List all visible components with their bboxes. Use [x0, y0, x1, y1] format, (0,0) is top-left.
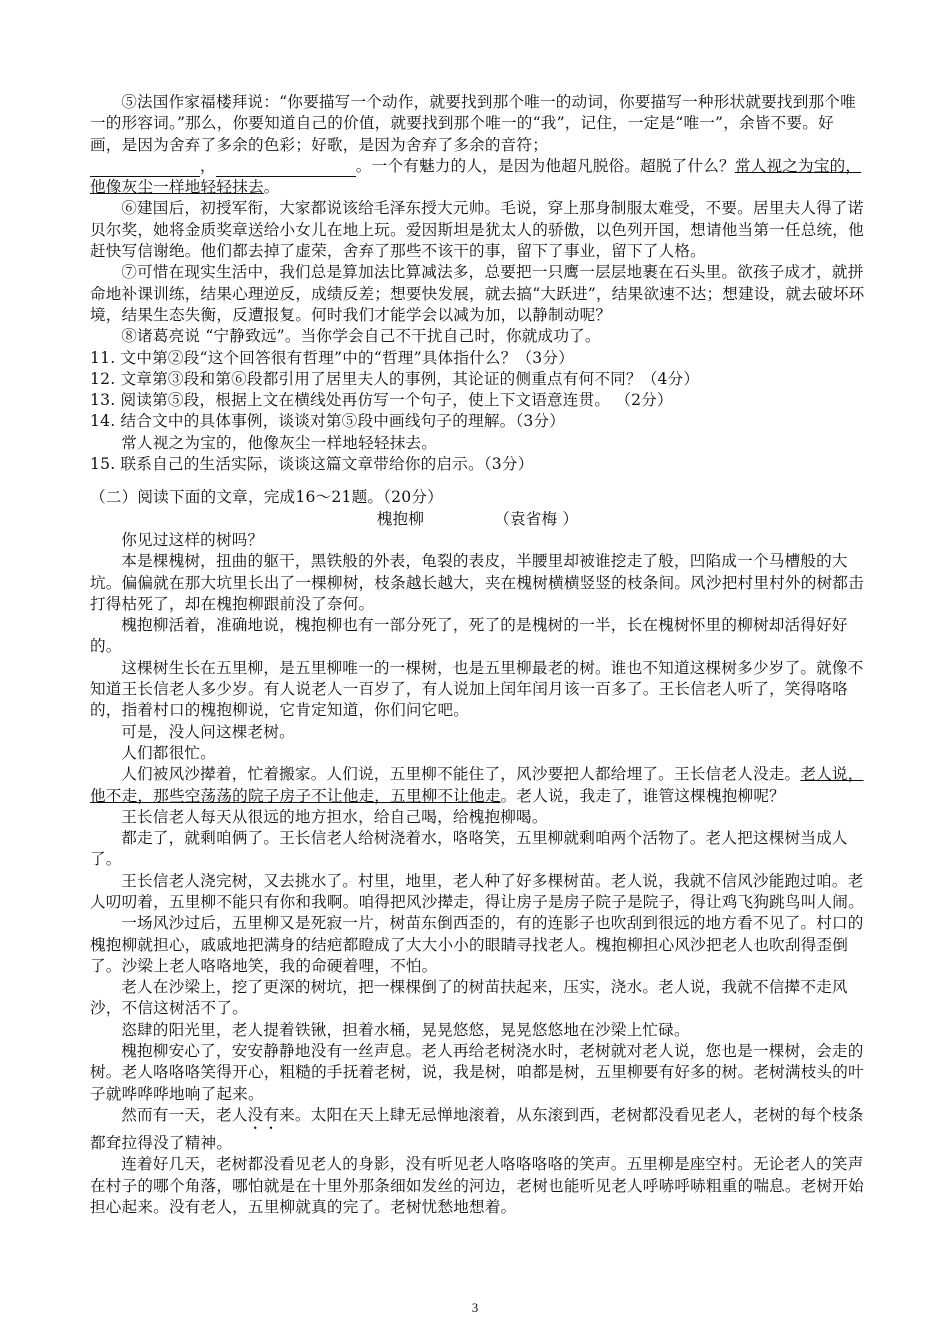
article-paragraph: 老人在沙梁上，挖了更深的树坑，把一棵棵倒了的树苗扶起来，压实，浇水。老人说，我就不信撵不走风沙，不信这树活不了。 [90, 978, 848, 1018]
question-14-quote: 常人视之为宝的，他像灰尘一样地轻轻抹去。 [121, 433, 438, 452]
question-14: 14. 结合文中的具体事例，谈谈对第⑤段中画线句子的理解。（3分） [90, 412, 566, 431]
paragraph-7: ⑦可惜在现实生活中，我们总是算加法比算减法多，总要把一只鹰一层层地裹在石头里。欲孩子成才，就拼命地补课训练，结果心理逆反，成绩反差；想要快发展，就去搞“大跃进”，结果欲速不达；想建设，就去破坏环境，结果生态失衡，反遭报复。何时我们才能学会以减为加，以静制动呢？ [90, 263, 865, 324]
article-paragraph: 一场风沙过后，五里柳又是死寂一片，树苗东倒西歪的，有的连影子也吹刮到很远的地方看不见了。村口的槐抱柳就担心，戚戚地把满身的结疤都瞪成了大大小小的眼睛寻找老人。槐抱柳担心风沙把老人也吹刮得歪倒了。沙梁上老人咯咯地笑，我的命硬着哩，不怕。 [90, 914, 864, 975]
document-page [90, 92, 865, 1218]
article-paragraph: 你见过这样的树吗？ [121, 530, 264, 549]
article-paragraph-underlined: 人们被风沙撵着，忙着搬家。人们说，五里柳不能住了，风沙要把人都给埋了。王长信老人没走。老人说，他不走，那些空荡荡的院子房子不让他走，五里柳不让他走。老人说，我走了，谁管这棵槐抱柳呢？ [90, 765, 864, 805]
page-number: 3 [471, 1300, 479, 1315]
article-paragraph: 可是，没人问这棵老树。 [121, 722, 295, 741]
article-paragraph: 人们都很忙。 [121, 743, 216, 762]
underlined-sentence: 老人说，他不走，那些空荡荡的院子房子不让他走，五里柳不让他走 [90, 765, 864, 805]
article-paragraph: 王长信老人浇完树，又去挑水了。村里，地里，老人种了好多棵树苗。老人说，我就不信风沙能跑过咱。老人叨叨着，五里柳不能只有你和我啊。咱得把风沙撵走，得让房子是房子院子是院子，得让鸡飞狗跳鸟叫人闹。 [90, 871, 864, 911]
article-paragraph: 恣肆的阳光里，老人提着铁锹，担着水桶，晃晃悠悠，晃晃悠悠地在沙梁上忙碌。 [121, 1020, 690, 1039]
article-paragraph: 槐抱柳活着，准确地说，槐抱柳也有一部分死了，死了的是槐树的一半，长在槐树怀里的柳树却活得好好的。 [90, 616, 848, 656]
article-paragraph: 王长信老人每天从很远的地方担水，给自己喝，给槐抱柳喝。 [121, 807, 548, 826]
question-15: 15. 联系自己的生活实际，谈谈这篇文章带给你的启示。（3分） [90, 455, 534, 474]
fill-blank-2[interactable] [216, 160, 356, 177]
article-paragraph: 槐抱柳安心了，安安静静地没有一丝声息。老人再给老树浇水时，老树就对老人说，您也是一棵树，会走的树。老人咯咯咯笑得开心，粗糙的手抚着老树，说，我是树，咱都是树，五里柳要有好多的树。老树满枝头的叶子就哗哗哗地响了起来。 [90, 1042, 864, 1103]
paragraph-8: ⑧诸葛亮说 “宁静致远”。当你学会自己不干扰自己时，你就成功了。 [121, 327, 601, 346]
emphasized-word: 没有 [247, 1105, 280, 1124]
article-author: （袁省梅 ） [494, 509, 579, 528]
underlined-sentence: 常人视之为宝的，他像灰尘一样地轻轻抹去 [90, 156, 862, 197]
question-12: 12. 文章第③段和第⑥段都引用了居里夫人的事例，其论证的侧重点有何不同？（4分） [90, 369, 700, 388]
article-paragraph: 本是棵槐树，扭曲的躯干，黑铁般的外表，龟裂的表皮，半腰里却被谁挖走了般，凹陷成一个马槽般的大坑。偏偏就在那大坑里长出了一棵柳树，枝条越长越大，夹在槐树横横竖竖的枝条间。风沙把村里村外的树都击打得枯死了，却在槐抱柳跟前没了奈何。 [90, 552, 864, 613]
question-13: 13. 阅读第⑤段，根据上文在横线处再仿写一个句子，使上下文语意连贯。 （2分） [90, 391, 673, 410]
paragraph-6: ⑥建国后，初授军衔，大家都说该给毛泽东授大元帅。毛说，穿上那身制服太难受，不要。居里夫人得了诺贝尔奖，她将金质奖章送给小女儿在地上玩。爱因斯坦是犹太人的骄傲，以色列开国，想请他当第一任总统，他赶快写信谢绝。他们都去掉了虚荣，舍弃了那些不该干的事，留下了事业，留下了人格。 [90, 199, 864, 261]
question-11: 11. 文中第②段“这个回答很有哲理”中的“哲理”具体指什么？（3分） [90, 348, 575, 367]
article-title-line [90, 509, 865, 530]
paragraph-5: ⑤法国作家福楼拜说：“你要描写一个动作，就要找到那个唯一的动词，你要描写一种形状就要找到那个唯一的形容词。”那么，你要知道自己的价值，就要找到那个唯一的“我”，记住，一定是“唯一”，余皆不要。好画，是因为舍弃了多余的色彩；好歌，是因为舍弃了多余的音符； ， 。一个有魅力的人，是因为他超凡脱俗。超脱了什么？常人视之为宝的，他像灰尘一样地轻轻抹去。 [90, 93, 862, 197]
article-title: 槐抱柳 [376, 509, 425, 528]
article-paragraph: 这棵树生长在五里柳，是五里柳唯一的一棵树，也是五里柳最老的树。谁也不知道这棵树多少岁了。就像不知道王长信老人多少岁。有人说老人一百岁了，有人说加上闰年闰月该一百多了。王长信老人听了，笑得咯咯的，指着村口的槐抱柳说，它肯定知道，你们问它吧。 [90, 658, 864, 720]
section-heading: （二）阅读下面的文章，完成16～21题。（20分） [90, 488, 444, 507]
article-paragraph: 连着好几天，老树都没看见老人的身影，没有听见老人咯咯咯咯的笑声。五里柳是座空村。无论老人的笑声在村子的哪个角落，哪怕就是在十里外那条细如发丝的河边，老树也能听见老人呼哧呼哧粗重的喘息。老树开始担心起来。没有老人，五里柳就真的完了。老树忧愁地想着。 [90, 1155, 864, 1216]
article-paragraph: 都走了，就剩咱俩了。王长信老人给树浇着水，咯咯笑，五里柳就剩咱两个活物了。老人把这棵树当成人了。 [90, 829, 848, 869]
fill-blank-1[interactable] [90, 160, 200, 177]
article-paragraph-emphasis: 然而有一天，老人没有来。太阳在天上肆无忌惮地滚着，从东滚到西，老树都没看见老人，老树的每个枝条都耷拉得没了精神。 [90, 1105, 864, 1152]
